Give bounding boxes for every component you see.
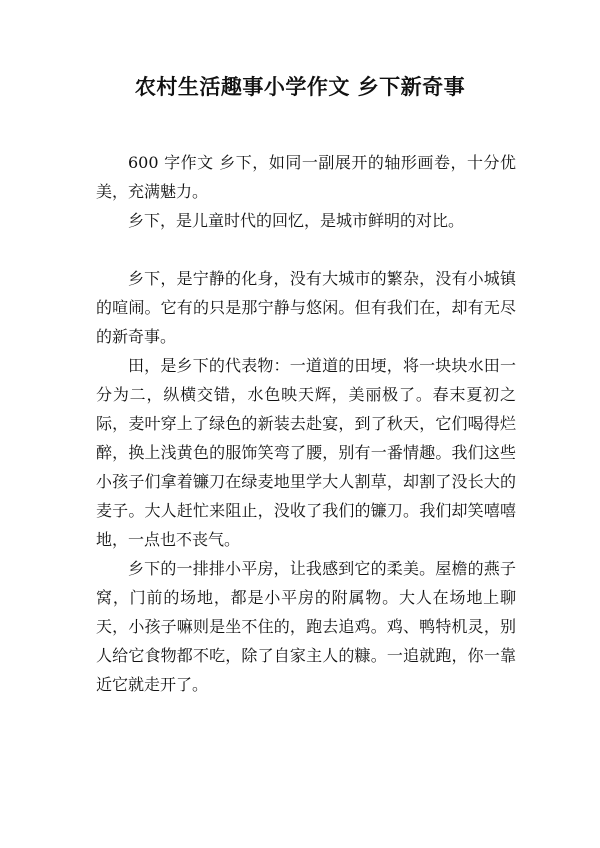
paragraph-intro: 600 字作文 乡下，如同一副展开的轴形画卷，十分优美，充满魅力。	[96, 153, 516, 201]
paragraph-tranquility: 乡下，是宁静的化身，没有大城市的繁杂，没有小城镇的喧闹。它有的只是那宁静与悠闲。但有我们在，却有无尽的新奇事。	[96, 269, 516, 346]
paragraph-memory: 乡下，是儿童时代的回忆，是城市鲜明的对比。	[128, 211, 465, 230]
paragraph-fields: 田，是乡下的代表物：一道道的田埂，将一块块水田一分为二，纵横交错，水色映天辉，美丽极了。春末夏初之际，麦叶穿上了绿色的新装去赴宴，到了秋天，它们喝得烂醉，换上浅黄色的服饰笑弯了腰，别有一番情趣。我们这些小孩子们拿着镰刀在绿麦地里学大人割草，却割了没长大的麦子。大人赶忙来阻止，没收了我们的镰刀。我们却笑嘻嘻地，一点也不丧气。	[96, 356, 516, 549]
document-title: 农村生活趣事小学作文 乡下新奇事	[134, 75, 466, 99]
paragraph-spacer	[96, 235, 516, 264]
document-body	[96, 148, 516, 699]
paragraph-houses: 乡下的一排排小平房，让我感到它的柔美。屋檐的燕子窝，门前的场地，都是小平房的附属物。大人在场地上聊天，小孩子嘛则是坐不住的，跑去追鸡。鸡、鸭特机灵，别人给它食物都不吃，除了自家主人的糠。一追就跑，你一靠近它就走开了。	[96, 559, 516, 694]
